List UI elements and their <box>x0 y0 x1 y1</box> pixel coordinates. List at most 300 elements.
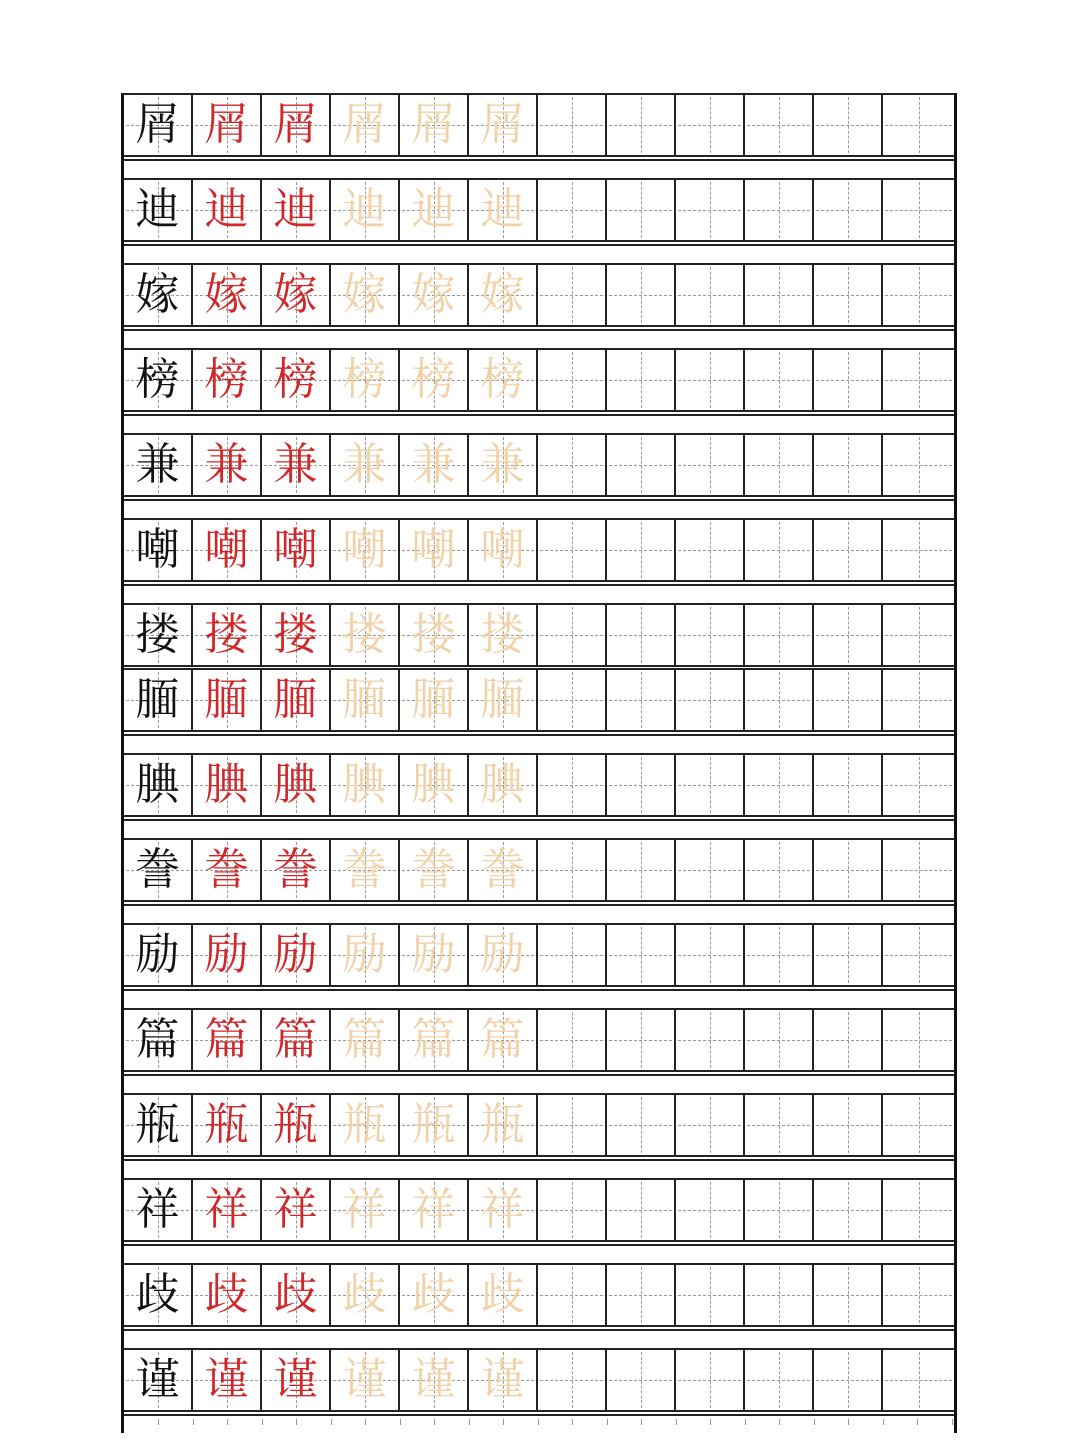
red-trace-character: 榜 <box>204 354 249 405</box>
blank-practice-cell <box>814 348 883 412</box>
practice-row <box>124 668 954 732</box>
row-spacer <box>124 159 954 175</box>
trace-cell <box>331 753 400 817</box>
red-trace-character: 瓶 <box>204 1099 249 1150</box>
row-spacer <box>124 1159 954 1175</box>
faint-trace-character: 谨 <box>480 1354 525 1405</box>
trace-cell <box>400 603 469 667</box>
blank-practice-cell <box>883 753 954 817</box>
guide-tick <box>400 1419 401 1425</box>
blank-practice-cell <box>676 93 745 157</box>
model-character: 腼 <box>135 674 180 725</box>
row-spacer <box>124 734 954 750</box>
blank-practice-cell <box>883 433 954 497</box>
guide-tick <box>365 1419 366 1425</box>
blank-practice-cell <box>676 753 745 817</box>
blank-practice-cell <box>676 603 745 667</box>
faint-trace-character: 祥 <box>480 1184 525 1235</box>
blank-practice-cell <box>607 178 676 242</box>
trace-cell <box>262 263 331 327</box>
model-cell <box>124 518 193 582</box>
trace-cell <box>469 923 538 987</box>
faint-trace-character: 腼 <box>480 674 525 725</box>
red-trace-character: 搂 <box>273 609 318 660</box>
trace-cell <box>262 1348 331 1412</box>
trace-cell <box>469 1348 538 1412</box>
guide-tick <box>710 1419 711 1425</box>
guide-tick <box>848 1419 849 1425</box>
blank-practice-cell <box>745 348 814 412</box>
faint-trace-character: 篇 <box>342 1014 387 1065</box>
blank-practice-cell <box>538 1008 607 1072</box>
practice-row <box>124 1008 954 1072</box>
model-cell <box>124 1263 193 1327</box>
blank-practice-cell <box>607 753 676 817</box>
trace-cell <box>193 838 262 902</box>
trace-cell <box>400 1008 469 1072</box>
practice-row <box>124 1093 954 1157</box>
trace-cell <box>193 1008 262 1072</box>
trace-cell <box>193 1263 262 1327</box>
blank-practice-cell <box>745 603 814 667</box>
practice-row <box>124 93 954 157</box>
row-spacer <box>124 584 954 600</box>
trace-cell <box>469 838 538 902</box>
faint-trace-character: 榜 <box>342 354 387 405</box>
blank-practice-cell <box>745 838 814 902</box>
blank-practice-cell <box>676 1008 745 1072</box>
faint-trace-character: 屑 <box>480 99 525 150</box>
blank-practice-cell <box>538 1093 607 1157</box>
trace-cell <box>193 668 262 732</box>
trace-cell <box>400 668 469 732</box>
blank-practice-cell <box>814 178 883 242</box>
model-character: 歧 <box>135 1269 180 1320</box>
blank-practice-cell <box>607 603 676 667</box>
model-cell <box>124 348 193 412</box>
guide-tick <box>434 1419 435 1425</box>
blank-practice-cell <box>676 1263 745 1327</box>
faint-trace-character: 榜 <box>411 354 456 405</box>
row-spacer <box>124 1244 954 1260</box>
row-spacer <box>124 329 954 345</box>
blank-practice-cell <box>883 348 954 412</box>
blank-practice-cell <box>745 93 814 157</box>
model-cell <box>124 93 193 157</box>
red-trace-character: 迪 <box>273 184 318 235</box>
guide-tick <box>607 1419 608 1425</box>
blank-practice-cell <box>814 1008 883 1072</box>
trace-cell <box>193 1093 262 1157</box>
trace-cell <box>469 433 538 497</box>
blank-practice-cell <box>883 263 954 327</box>
model-cell <box>124 668 193 732</box>
trace-cell <box>469 93 538 157</box>
model-character: 祥 <box>135 1184 180 1235</box>
blank-practice-cell <box>814 263 883 327</box>
blank-practice-cell <box>607 93 676 157</box>
trace-cell <box>262 1093 331 1157</box>
blank-practice-cell <box>745 1008 814 1072</box>
blank-practice-cell <box>814 1178 883 1242</box>
faint-trace-character: 祥 <box>342 1184 387 1235</box>
faint-trace-character: 嫁 <box>342 269 387 320</box>
faint-trace-character: 腆 <box>342 759 387 810</box>
trace-cell <box>331 1008 400 1072</box>
model-character: 嫁 <box>135 269 180 320</box>
red-trace-character: 谨 <box>273 1354 318 1405</box>
red-trace-character: 励 <box>273 929 318 980</box>
trace-cell <box>262 433 331 497</box>
model-character: 搂 <box>135 609 180 660</box>
blank-practice-cell <box>607 1263 676 1327</box>
faint-trace-character: 迪 <box>342 184 387 235</box>
blank-practice-cell <box>538 263 607 327</box>
faint-trace-character: 搂 <box>411 609 456 660</box>
faint-trace-character: 祥 <box>411 1184 456 1235</box>
model-character: 兼 <box>135 439 180 490</box>
blank-practice-cell <box>745 433 814 497</box>
faint-trace-character: 迪 <box>411 184 456 235</box>
model-cell <box>124 603 193 667</box>
trace-cell <box>469 263 538 327</box>
faint-trace-character: 嫁 <box>480 269 525 320</box>
blank-practice-cell <box>745 518 814 582</box>
trace-cell <box>193 93 262 157</box>
blank-practice-cell <box>538 1263 607 1327</box>
blank-practice-cell <box>676 518 745 582</box>
model-character: 腆 <box>135 759 180 810</box>
red-trace-character: 迪 <box>204 184 249 235</box>
faint-trace-character: 兼 <box>411 439 456 490</box>
guide-tick <box>296 1419 297 1425</box>
blank-practice-cell <box>538 923 607 987</box>
faint-trace-character: 歧 <box>411 1269 456 1320</box>
practice-row <box>124 753 954 817</box>
blank-practice-cell <box>607 263 676 327</box>
blank-practice-cell <box>745 263 814 327</box>
faint-trace-character: 腆 <box>411 759 456 810</box>
faint-trace-character: 嘲 <box>480 524 525 575</box>
blank-practice-cell <box>883 838 954 902</box>
blank-practice-cell <box>538 668 607 732</box>
model-cell <box>124 923 193 987</box>
red-trace-character: 歧 <box>204 1269 249 1320</box>
trace-cell <box>262 753 331 817</box>
guide-tick <box>469 1419 470 1425</box>
faint-trace-character: 歧 <box>342 1269 387 1320</box>
trace-cell <box>262 178 331 242</box>
trace-cell <box>193 518 262 582</box>
blank-practice-cell <box>814 518 883 582</box>
blank-practice-cell <box>676 433 745 497</box>
trace-cell <box>331 93 400 157</box>
practice-row <box>124 518 954 582</box>
row-spacer <box>124 414 954 430</box>
blank-practice-cell <box>676 923 745 987</box>
blank-practice-cell <box>607 1008 676 1072</box>
guide-tick <box>193 1419 194 1425</box>
red-trace-character: 瓶 <box>273 1099 318 1150</box>
faint-trace-character: 屑 <box>342 99 387 150</box>
guide-tick <box>331 1419 332 1425</box>
row-spacer <box>124 1074 954 1090</box>
red-trace-character: 嫁 <box>273 269 318 320</box>
guide-tick <box>814 1419 815 1425</box>
faint-trace-character: 嘲 <box>411 524 456 575</box>
faint-trace-character: 励 <box>480 929 525 980</box>
row-spacer <box>124 989 954 1005</box>
red-trace-character: 腆 <box>204 759 249 810</box>
red-trace-character: 誊 <box>204 844 249 895</box>
trace-cell <box>193 178 262 242</box>
trace-cell <box>331 1178 400 1242</box>
trace-cell <box>193 1348 262 1412</box>
trace-cell <box>469 178 538 242</box>
trace-cell <box>193 753 262 817</box>
trace-cell <box>331 178 400 242</box>
blank-practice-cell <box>538 348 607 412</box>
blank-practice-cell <box>538 93 607 157</box>
trace-cell <box>469 603 538 667</box>
practice-row <box>124 923 954 987</box>
blank-practice-cell <box>745 178 814 242</box>
faint-trace-character: 榜 <box>480 354 525 405</box>
faint-trace-character: 瓶 <box>411 1099 456 1150</box>
model-cell <box>124 753 193 817</box>
trace-cell <box>193 923 262 987</box>
trace-cell <box>400 433 469 497</box>
trace-cell <box>193 263 262 327</box>
blank-practice-cell <box>814 753 883 817</box>
trace-cell <box>331 603 400 667</box>
trace-cell <box>331 433 400 497</box>
guide-tick <box>572 1419 573 1425</box>
sheet-continuation <box>124 1415 954 1433</box>
red-trace-character: 腆 <box>273 759 318 810</box>
blank-practice-cell <box>883 923 954 987</box>
practice-row <box>124 348 954 412</box>
red-trace-character: 嫁 <box>204 269 249 320</box>
trace-cell <box>331 518 400 582</box>
trace-cell <box>469 1093 538 1157</box>
trace-cell <box>331 1348 400 1412</box>
trace-cell <box>331 923 400 987</box>
trace-cell <box>193 433 262 497</box>
blank-practice-cell <box>745 1093 814 1157</box>
row-spacer <box>124 1329 954 1345</box>
blank-practice-cell <box>538 433 607 497</box>
model-character: 谨 <box>135 1354 180 1405</box>
guide-tick <box>227 1419 228 1425</box>
practice-row <box>124 838 954 902</box>
trace-cell <box>331 1263 400 1327</box>
faint-trace-character: 屑 <box>411 99 456 150</box>
model-character: 篇 <box>135 1014 180 1065</box>
guide-tick <box>779 1419 780 1425</box>
model-cell <box>124 178 193 242</box>
blank-practice-cell <box>883 1348 954 1412</box>
model-character: 迪 <box>135 184 180 235</box>
guide-tick <box>745 1419 746 1425</box>
blank-practice-cell <box>883 93 954 157</box>
blank-practice-cell <box>538 753 607 817</box>
trace-cell <box>400 348 469 412</box>
blank-practice-cell <box>883 1008 954 1072</box>
trace-cell <box>193 348 262 412</box>
blank-practice-cell <box>607 668 676 732</box>
blank-practice-cell <box>814 1093 883 1157</box>
trace-cell <box>331 263 400 327</box>
trace-cell <box>469 348 538 412</box>
guide-tick <box>641 1419 642 1425</box>
trace-cell <box>469 518 538 582</box>
trace-cell <box>262 838 331 902</box>
faint-trace-character: 歧 <box>480 1269 525 1320</box>
row-spacer <box>124 499 954 515</box>
faint-trace-character: 腼 <box>342 674 387 725</box>
red-trace-character: 祥 <box>273 1184 318 1235</box>
blank-practice-cell <box>745 1178 814 1242</box>
practice-row <box>124 1348 954 1412</box>
red-trace-character: 榜 <box>273 354 318 405</box>
blank-practice-cell <box>607 1178 676 1242</box>
blank-practice-cell <box>814 923 883 987</box>
blank-practice-cell <box>607 923 676 987</box>
blank-practice-cell <box>676 1178 745 1242</box>
blank-practice-cell <box>883 1093 954 1157</box>
trace-cell <box>262 1008 331 1072</box>
trace-cell <box>262 93 331 157</box>
trace-cell <box>469 1263 538 1327</box>
blank-practice-cell <box>538 1178 607 1242</box>
trace-cell <box>262 348 331 412</box>
blank-practice-cell <box>883 1178 954 1242</box>
blank-practice-cell <box>883 178 954 242</box>
blank-practice-cell <box>814 433 883 497</box>
model-character: 榜 <box>135 354 180 405</box>
trace-cell <box>469 1008 538 1072</box>
blank-practice-cell <box>883 518 954 582</box>
guide-tick <box>538 1419 539 1425</box>
row-spacer <box>124 904 954 920</box>
blank-practice-cell <box>538 1348 607 1412</box>
trace-cell <box>400 838 469 902</box>
faint-trace-character: 兼 <box>480 439 525 490</box>
faint-trace-character: 搂 <box>480 609 525 660</box>
blank-practice-cell <box>745 1348 814 1412</box>
trace-cell <box>400 923 469 987</box>
trace-cell <box>262 1263 331 1327</box>
trace-cell <box>331 1093 400 1157</box>
guide-tick <box>917 1419 918 1425</box>
faint-trace-character: 誊 <box>480 844 525 895</box>
trace-cell <box>469 753 538 817</box>
blank-practice-cell <box>745 668 814 732</box>
red-trace-character: 谨 <box>204 1354 249 1405</box>
blank-practice-cell <box>883 668 954 732</box>
blank-practice-cell <box>676 263 745 327</box>
red-trace-character: 嘲 <box>273 524 318 575</box>
red-trace-character: 兼 <box>273 439 318 490</box>
faint-trace-character: 篇 <box>480 1014 525 1065</box>
faint-trace-character: 谨 <box>411 1354 456 1405</box>
red-trace-character: 嘲 <box>204 524 249 575</box>
blank-practice-cell <box>607 433 676 497</box>
blank-practice-cell <box>538 838 607 902</box>
faint-trace-character: 励 <box>411 929 456 980</box>
blank-practice-cell <box>883 1263 954 1327</box>
trace-cell <box>469 1178 538 1242</box>
model-cell <box>124 433 193 497</box>
guide-tick <box>952 1419 953 1425</box>
practice-sheet <box>121 93 957 1433</box>
red-trace-character: 腼 <box>273 674 318 725</box>
blank-practice-cell <box>883 603 954 667</box>
blank-practice-cell <box>676 178 745 242</box>
model-character: 誊 <box>135 844 180 895</box>
blank-practice-cell <box>676 1348 745 1412</box>
trace-cell <box>400 1093 469 1157</box>
blank-practice-cell <box>814 668 883 732</box>
blank-practice-cell <box>607 1348 676 1412</box>
model-character: 励 <box>135 929 180 980</box>
red-trace-character: 篇 <box>204 1014 249 1065</box>
red-trace-character: 篇 <box>273 1014 318 1065</box>
trace-cell <box>262 668 331 732</box>
trace-cell <box>331 348 400 412</box>
practice-row <box>124 178 954 242</box>
guide-tick <box>262 1419 263 1425</box>
faint-trace-character: 迪 <box>480 184 525 235</box>
faint-trace-character: 腼 <box>411 674 456 725</box>
trace-cell <box>469 668 538 732</box>
trace-cell <box>400 1178 469 1242</box>
faint-trace-character: 嘲 <box>342 524 387 575</box>
trace-cell <box>400 1263 469 1327</box>
practice-row <box>124 263 954 327</box>
trace-cell <box>400 753 469 817</box>
guide-tick <box>883 1419 884 1425</box>
faint-trace-character: 兼 <box>342 439 387 490</box>
faint-trace-character: 腆 <box>480 759 525 810</box>
red-trace-character: 屑 <box>204 99 249 150</box>
red-trace-character: 腼 <box>204 674 249 725</box>
blank-practice-cell <box>607 1093 676 1157</box>
blank-practice-cell <box>676 348 745 412</box>
practice-row <box>124 1263 954 1327</box>
blank-practice-cell <box>814 1263 883 1327</box>
blank-practice-cell <box>538 603 607 667</box>
faint-trace-character: 搂 <box>342 609 387 660</box>
red-trace-character: 祥 <box>204 1184 249 1235</box>
trace-cell <box>331 838 400 902</box>
guide-tick <box>503 1419 504 1425</box>
trace-cell <box>400 178 469 242</box>
blank-practice-cell <box>745 753 814 817</box>
guide-tick <box>158 1419 159 1425</box>
faint-trace-character: 誊 <box>342 844 387 895</box>
model-cell <box>124 838 193 902</box>
blank-practice-cell <box>745 1263 814 1327</box>
trace-cell <box>400 518 469 582</box>
faint-trace-character: 励 <box>342 929 387 980</box>
blank-practice-cell <box>538 518 607 582</box>
trace-cell <box>400 1348 469 1412</box>
model-cell <box>124 1178 193 1242</box>
blank-practice-cell <box>538 178 607 242</box>
blank-practice-cell <box>814 1348 883 1412</box>
